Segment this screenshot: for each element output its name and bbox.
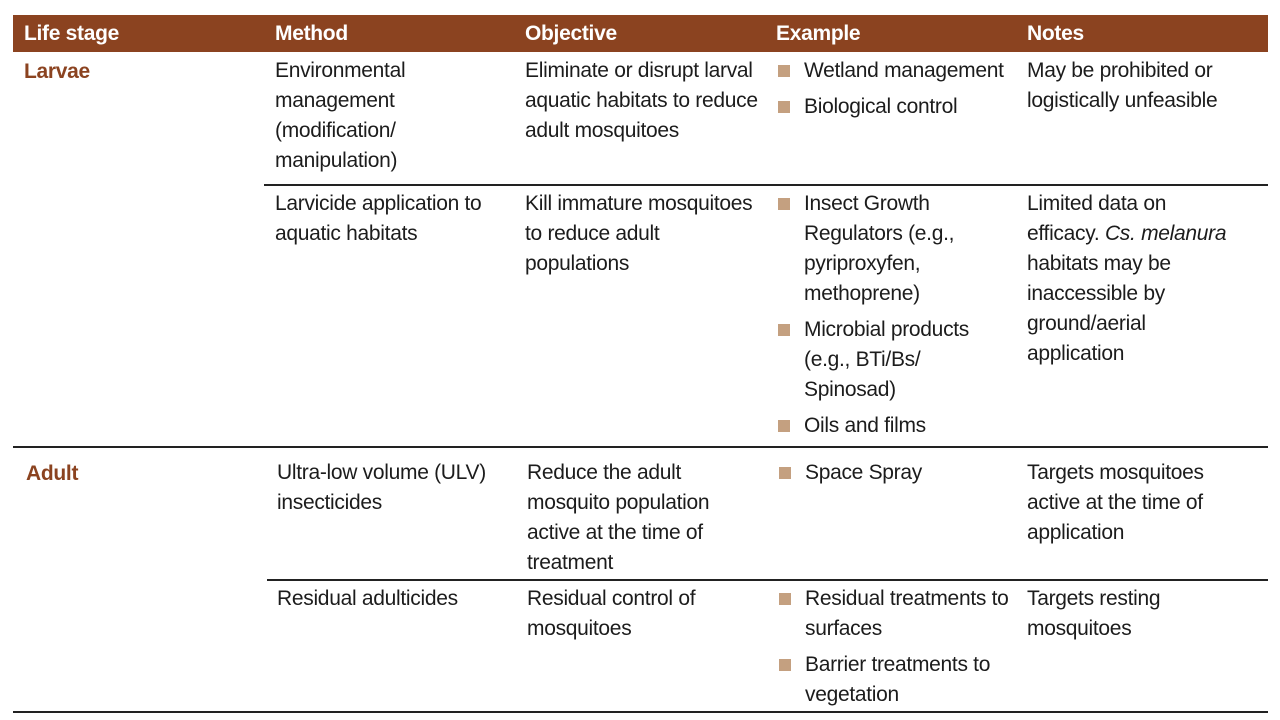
method-cell: Residual adulticides <box>277 587 458 610</box>
stage-label-adult: Adult <box>26 462 79 485</box>
objective-cell: Kill immature mosquitoes to reduce adult populations <box>525 192 753 275</box>
species-name: Cs. melanura <box>1104 222 1227 245</box>
method-cell: Ultra-low volume (ULV) insecticides <box>277 461 486 514</box>
method-cell: Larvicide application to aquatic habitats <box>275 192 482 245</box>
square-bullet-icon <box>778 101 790 113</box>
square-bullet-icon <box>778 420 790 432</box>
objective-cell: Residual control of mosquitoes <box>527 587 696 640</box>
example-item: Microbial products (e.g., BTi/Bs/ Spinosad) <box>776 315 1016 405</box>
row-divider <box>267 579 1268 581</box>
example-item: Residual treatments to surfaces <box>777 584 1017 644</box>
example-item: Oils and films <box>776 411 1016 441</box>
row-divider <box>264 184 1268 186</box>
notes-cell: May be prohibited or logistically unfeasible <box>1027 59 1218 112</box>
header-notes: Notes <box>1027 22 1084 45</box>
table-bottom-rule <box>13 711 1268 713</box>
square-bullet-icon <box>779 659 791 671</box>
method-cell: Environmental management (modification/ manipulation) <box>275 59 406 172</box>
mosquito-control-table <box>13 15 1268 706</box>
header-method: Method <box>275 22 348 45</box>
objective-cell: Reduce the adult mosquito population active at the time of treatment <box>527 461 710 574</box>
square-bullet-icon <box>778 198 790 210</box>
header-life-stage: Life stage <box>24 22 120 45</box>
example-item: Space Spray <box>777 458 1017 488</box>
example-cell <box>776 56 1016 128</box>
example-cell <box>776 189 1016 447</box>
notes-cell: Targets resting mosquitoes <box>1027 587 1161 640</box>
notes-cell: Limited data on efficacy. Cs. melanura habitats may be inaccessible by ground/aerial application <box>1027 192 1227 365</box>
example-cell <box>777 584 1017 716</box>
example-item: Biological control <box>776 92 1016 122</box>
table-header <box>13 15 1268 52</box>
objective-cell: Eliminate or disrupt larval aquatic habitats to reduce adult mosquitoes <box>525 59 758 142</box>
header-example: Example <box>776 22 861 45</box>
example-item: Barrier treatments to vegetation <box>777 650 1017 710</box>
example-cell <box>777 458 1017 494</box>
square-bullet-icon <box>779 593 791 605</box>
square-bullet-icon <box>779 467 791 479</box>
example-list <box>776 56 1016 122</box>
square-bullet-icon <box>778 324 790 336</box>
example-list <box>776 189 1016 441</box>
group-divider <box>13 446 1268 448</box>
example-list <box>777 584 1017 710</box>
example-list <box>777 458 1017 488</box>
notes-cell: Targets mosquitoes active at the time of application <box>1027 461 1204 544</box>
header-objective: Objective <box>525 22 617 45</box>
square-bullet-icon <box>778 65 790 77</box>
example-item: Wetland management <box>776 56 1016 86</box>
example-item: Insect Growth Regulators (e.g., pyriproxyfen, methoprene) <box>776 189 1016 309</box>
stage-label-larvae: Larvae <box>24 60 90 83</box>
